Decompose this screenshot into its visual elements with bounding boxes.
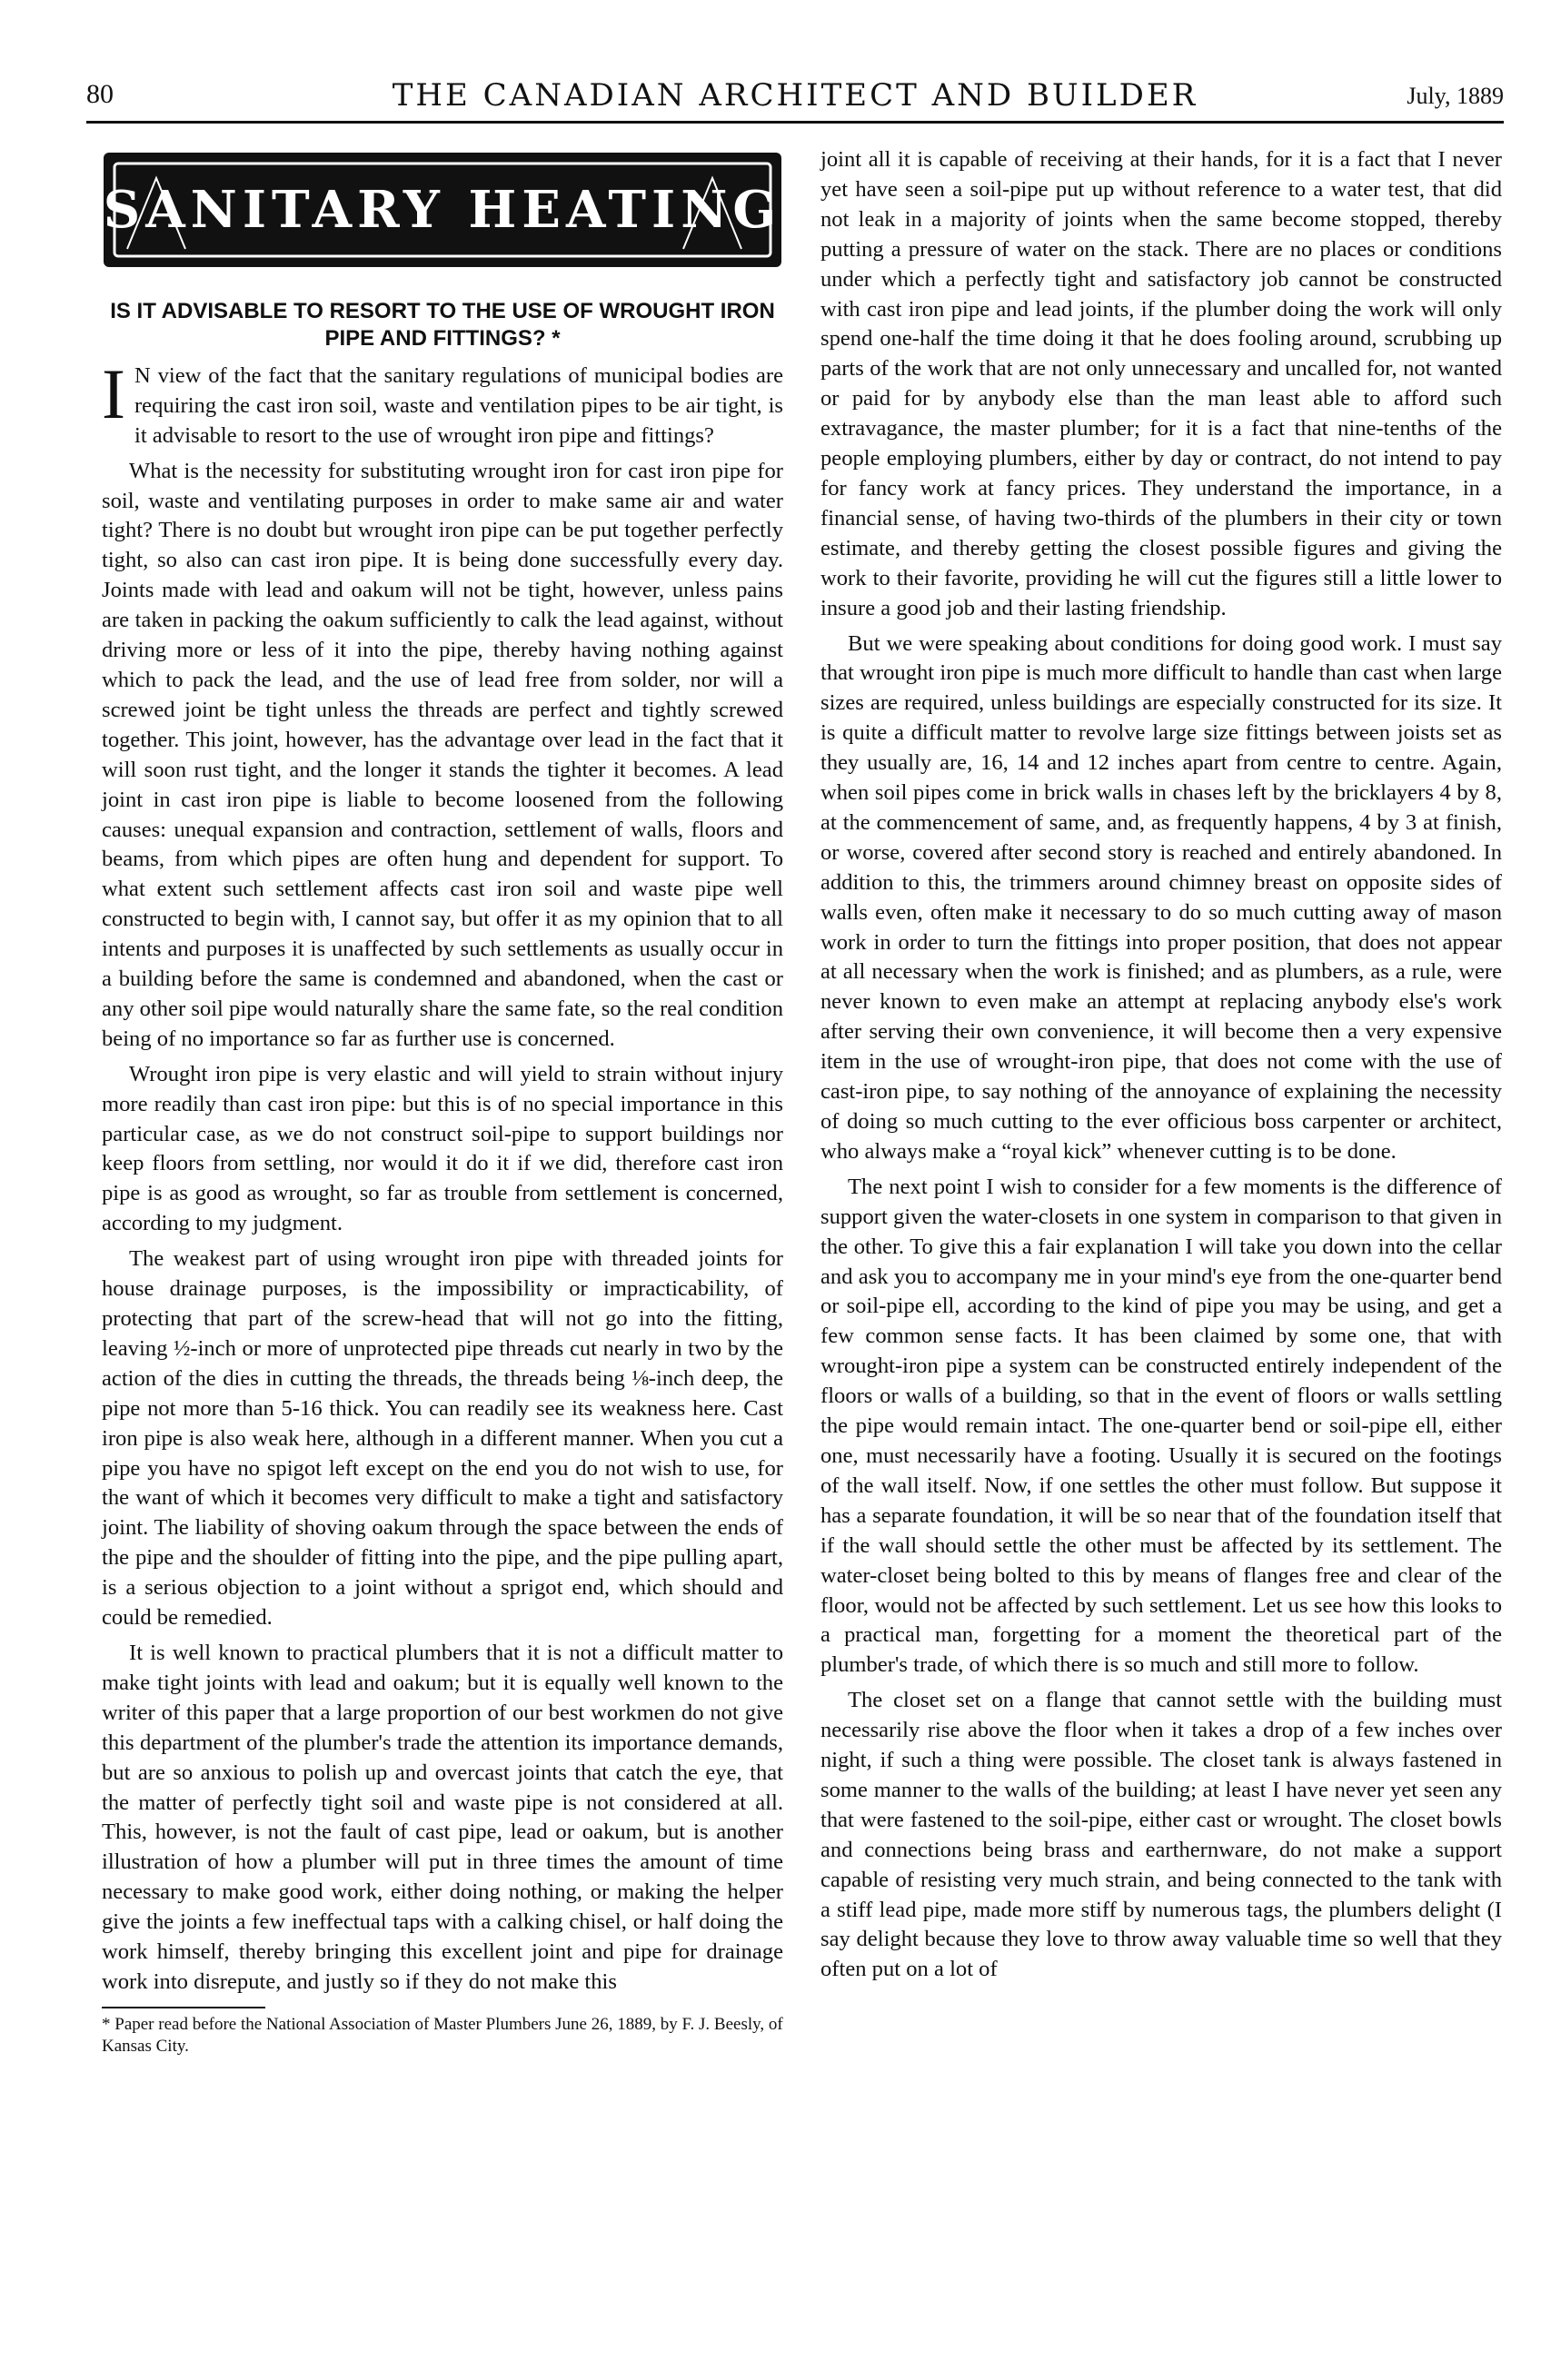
running-header — [86, 77, 1504, 119]
footnote: * Paper read before the National Association of Master Plumbers June 26, 1889, by F. J. Beesly, of Kansas City. — [102, 2014, 783, 2056]
paragraph: What is the necessity for substituting wrought iron for cast iron pipe for soil, waste and ventilating purposes in order to make same air and water tight? There is no doubt but wrought iron pipe can be put together perfectly tight, so also can cast iron pipe. It is being done successfully every day. Joints made with lead and oakum will not be tight, however, unless pains are taken in packing the oakum sufficiently to calk the lead against, without driving more or less of it into the pipe, thereby having nothing against which to pack the lead, and the use of lead free from solder, nor will a screwed joint be tight unless the threads are perfect and tightly screwed together. This joint, however, has the advantage over lead in the fact that it will soon rust tight, and the longer it stands the tighter it becomes. A lead joint in cast iron pipe is liable to become loosened from the following causes: unequal expansion and contraction, settlement of walls, floors and beams, from which pipes are often hung and dependent for support. To what extent such settlement affects cast iron soil and waste pipe well constructed to begin with, I cannot say, but offer it as my opinion that to all intents and purposes it is unaffected by such settlements as usually occur in a building before the same is condemned and abandoned, when the cast or any other soil pipe would naturally share the same fate, so the real condition being of no importance so far as further use is concerned. — [102, 458, 783, 1051]
issue-date: July, 1889 — [1407, 83, 1504, 109]
paragraph: joint all it is capable of receiving at their hands, for it is a fact that I never yet have seen a soil-pipe put up without reference to a water test, that did not leak in a majority of joints when the same become stopped, thereby putting a pressure of water on the stack. There are no places or conditions under which a perfectly tight and satisfactory job cannot be constructed with cast iron pipe and lead joints, if the plumber doing the work will only spend one-half the time doing it that he does fooling around, scrubbing up parts of the work that are not only unnecessary and uncalled for, not wanted or paid for by anybody else than the man least able to afford such extravagance, the master plumber; for it is a fact that nine-tenths of the people employing plumbers, either by day or contract, do not intend to pay for fancy work at fancy prices. They understand the importance, in a financial sense, of having two-thirds of the plumbers in their city or town estimate, and thereby getting the closest possible figures and giving the work to their favorite, providing he will cut the figures still a little lower to insure a good job and their lasting friendship. — [820, 147, 1502, 620]
page-number: 80 — [86, 79, 114, 109]
paragraph: It is well known to practical plumbers that it is not a difficult matter to make tight joints with lead and oakum; but it is equally well known to the writer of this paper that a large proportion of our best workmen do not give this department of the plumber's trade the attention its importance demands, but are so anxious to polish up and overcast joints that catch the eye, that the matter of perfectly tight soil and waste pipe is not considered at all. This, however, is not the fault of cast pipe, lead or oakum, but is another illustration of how a plumber will put in three times the amount of time necessary to make good work, either doing nothing, or making the helper give the joints a few ineffectual taps with a calking chisel, or half doing the work himself, thereby bringing this excellent joint and pipe for drainage work into disrepute, and justly so if they do not make this — [102, 1640, 783, 1994]
footnote-rule — [102, 2007, 265, 2008]
sanitary-heating-banner — [102, 151, 783, 269]
paragraph: The next point I wish to consider for a few moments is the difference of support given the water-closets in one system in comparison to that given in the other. To give this a fair explanation I will take you down into the cellar and ask you to accompany me in your mind's eye from the one-quarter bend or soil-pipe ell, according to the kind of pipe you may be using, and get a few common sense facts. It has been claimed by some one, that with wrought-iron pipe a system can be constructed entirely independent of the floors or walls of a building, so that in the event of floors or walls settling the pipe would remain intact. The one-quarter bend or soil-pipe ell, either one, must necessarily have a footing. Usually it is secured on the footings of the wall itself. Now, if one settles the other must follow. But suppose it has a separate foundation, it will be so near that of the foundation itself that if the wall should settle the other must be affected by its settlement. The water-closet being bolted to this by means of flanges free and clear of the floor, would not be affected by such settlement. Let us see how this looks to a practical man, forgetting for a moment the theoretical part of the plumber's trade, of which there is so much and still more to follow. — [820, 1174, 1502, 1678]
paragraph: Wrought iron pipe is very elastic and will yield to strain without injury more readily than cast iron pipe: but this is of no special importance in this particular case, as we do not construct soil-pipe to support buildings nor keep floors from settling, nor would it do it if we did, therefore cast iron pipe is as good as wrought, so far as trouble from settlement is concerned, according to my judgment. — [102, 1061, 783, 1236]
header-rule — [86, 121, 1504, 124]
article-title: IS IT ADVISABLE TO RESORT TO THE USE OF WROUGHT IRON PIPE AND FITTINGS? * — [110, 298, 775, 351]
banner-title: SANITARY HEATING — [103, 180, 782, 240]
drop-cap: I — [102, 353, 125, 433]
left-column — [102, 145, 783, 2058]
journal-title: THE CANADIAN ARCHITECT AND BUILDER — [392, 77, 1198, 114]
paragraph: The weakest part of using wrought iron pipe with threaded joints for house drainage purposes, is the impossibility or impracticability, of protecting that part of the screw-head that will not go into the fitting, leaving ½-inch or more of unprotected pipe threads cut nearly in two by the action of the dies in cutting the threads, the threads being ⅛-inch deep, the pipe not more than 5-16 thick. You can readily see its weakness here. Cast iron pipe is also weak here, although in a different manner. When you cut a pipe you have no spigot left except on the end you do not wish to use, for the want of which it becomes very difficult to make a tight and satisfactory joint. The liability of shoving oakum through the space between the ends of the pipe and the shoulder of fitting into the pipe, and the pipe pulling apart, is a serious objection to a joint without a sprigot end, which should and could be remedied. — [102, 1246, 783, 1631]
paragraph: The closet set on a flange that cannot settle with the building must necessarily rise above the floor when it takes a drop of a few inches over night, if such a thing were possible. The closet tank is always fastened in some manner to the walls of the building; at least I have never yet seen any that were fastened to the soil-pipe, either cast or wrought. The closet bowls and connections being brass and earthernware, do not make a support capable of resisting very much strain, and being connected to the tank with a stiff lead pipe, made more stiff by numerous tags, the plumbers delight (I say delight because they love to throw away valuable time so well that they often put on a lot of — [820, 1688, 1502, 1982]
paragraph: But we were speaking about conditions for doing good work. I must say that wrought iron pipe is much more difficult to handle than cast when large sizes are required, unless buildings are especially constructed for its size. It is quite a difficult matter to revolve large size fittings between joists set as they usually are, 16, 14 and 12 inches apart from centre to centre. Again, when soil pipes come in brick walls in chases left by the bricklayers 4 by 8, at the commencement of same, and, as frequently happens, 4 by 3 at finish, or worse, covered after second story is reached and entirely abandoned. In addition to this, the trimmers around chimney breast on opposite sides of walls even, often make it necessary to do so much cutting away of mason work in order to turn the fittings into proper position, that does not appear at all necessary when the work is finished; and as plumbers, as a rule, were never known to even make an attempt at replacing anybody else's work after serving their own convenience, it will become then a very expensive item in the use of wrought-iron pipe, that does not come with the use of cast-iron pipe, to say nothing of the annoyance of explaining the necessity of doing so much cutting to the ever officious boss carpenter or architect, who always make a “royal kick” whenever cutting is to be done. — [820, 630, 1502, 1164]
right-column — [820, 145, 1502, 1990]
lead-paragraph — [102, 353, 783, 451]
paragraph-text: N view of the fact that the sanitary regulations of municipal bodies are requiring the cast iron soil, waste and ventilation pipes to be air tight, is it advisable to resort to the use of wrought iron pipe and fittings? — [134, 362, 783, 448]
